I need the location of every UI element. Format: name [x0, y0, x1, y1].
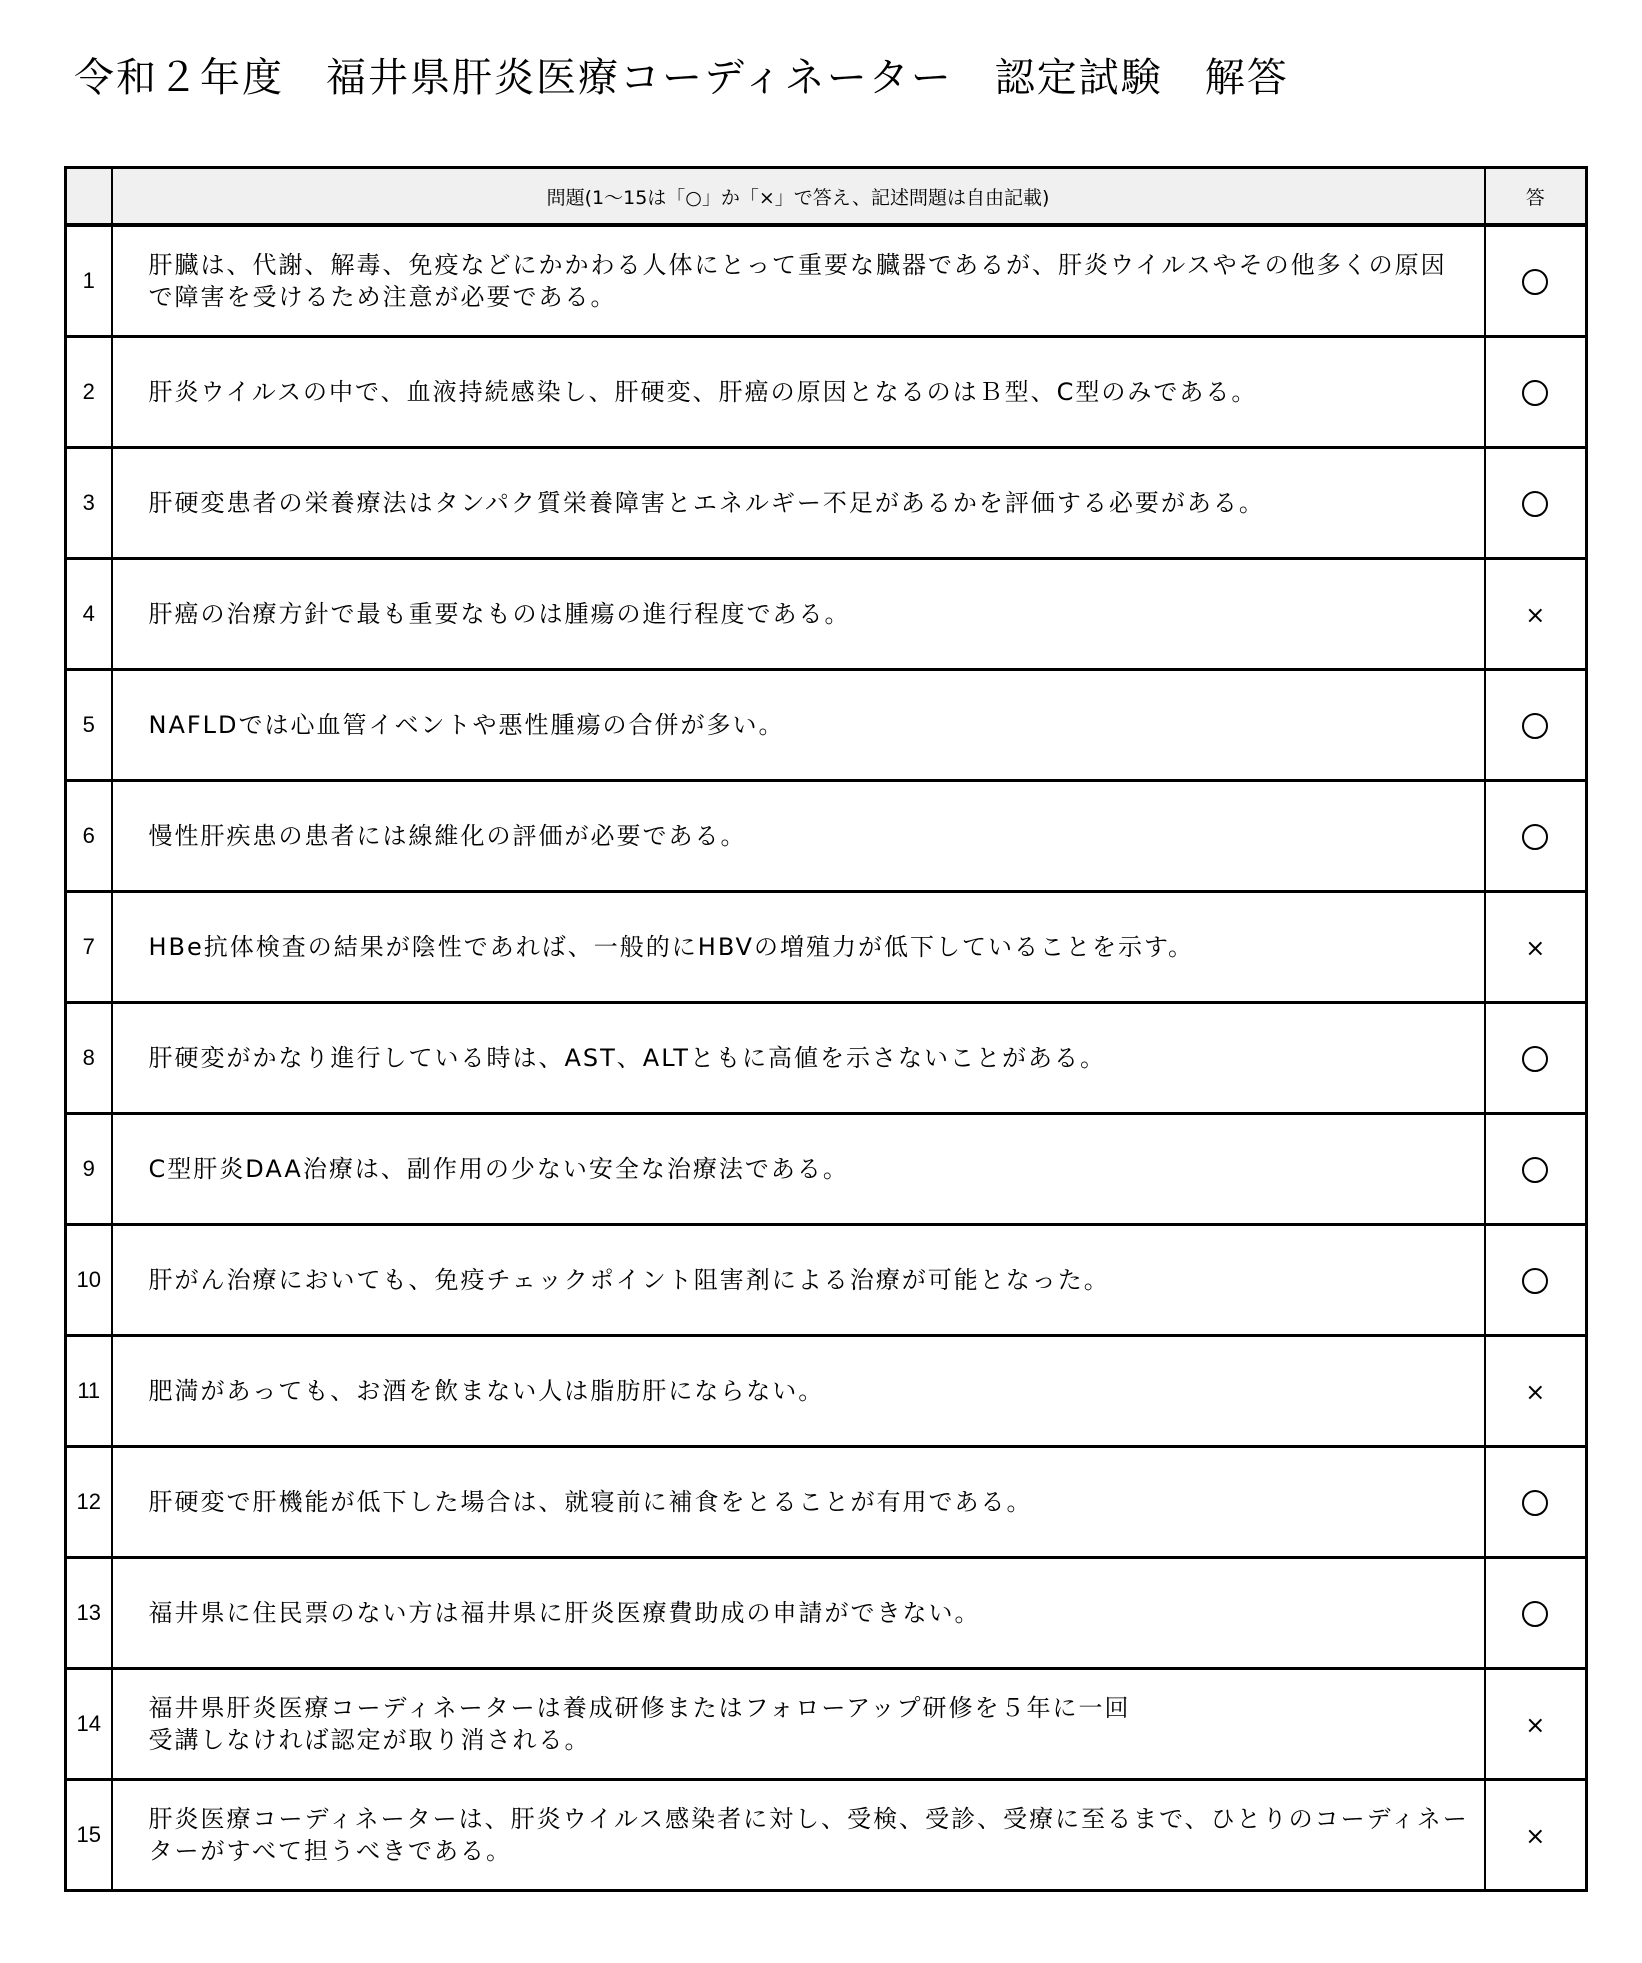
table-row — [66, 669, 1587, 780]
answer-cell — [1485, 1557, 1587, 1668]
table-row — [66, 891, 1587, 1002]
question-number: 1 — [66, 225, 112, 336]
answer-value — [1545, 1710, 1546, 1711]
header-answer: 答 — [1485, 168, 1587, 226]
circle-icon — [1522, 1268, 1548, 1294]
cross-icon: × — [1525, 933, 1546, 962]
answer-value — [1548, 711, 1549, 712]
question-text: 肝臓は、代謝、解毒、免疫などにかかわる人体にとって重要な臓器であるが、肝炎ウイルスやその他多くの原因で障害を受けるため注意が必要である。 — [112, 225, 1485, 336]
circle-icon — [1522, 1490, 1548, 1516]
question-number: 13 — [66, 1557, 112, 1668]
answer-value — [1548, 489, 1549, 490]
question-number: 10 — [66, 1224, 112, 1335]
question-text: 肝硬変で肝機能が低下した場合は、就寝前に補食をとることが有用である。 — [112, 1446, 1485, 1557]
question-text: NAFLDでは心血管イベントや悪性腫瘍の合併が多い。 — [112, 669, 1485, 780]
question-text: 肝炎ウイルスの中で、血液持続感染し、肝硬変、肝癌の原因となるのはＢ型、C型のみである。 — [112, 336, 1485, 447]
question-text: 慢性肝疾患の患者には線維化の評価が必要である。 — [112, 780, 1485, 891]
question-text: 福井県に住民票のない方は福井県に肝炎医療費助成の申請ができない。 — [112, 1557, 1485, 1668]
question-number: 3 — [66, 447, 112, 558]
circle-icon — [1522, 713, 1548, 739]
table-row — [66, 558, 1587, 669]
table-row — [66, 1668, 1587, 1779]
answer-cell — [1485, 1779, 1587, 1890]
table-header-row — [66, 168, 1587, 226]
answer-cell — [1485, 1113, 1587, 1224]
circle-icon — [1522, 1046, 1548, 1072]
answer-cell — [1485, 336, 1587, 447]
answer-value — [1545, 933, 1546, 934]
answer-cell — [1485, 1446, 1587, 1557]
answer-value — [1548, 1488, 1549, 1489]
table-row — [66, 1113, 1587, 1224]
circle-icon — [1522, 380, 1548, 406]
table-row — [66, 1224, 1587, 1335]
circle-icon — [1522, 1157, 1548, 1183]
answer-cell — [1485, 1335, 1587, 1446]
answer-value — [1548, 267, 1549, 268]
document-title: 令和２年度 福井県肝炎医療コーディネーター 認定試験 解答 — [74, 55, 1289, 101]
answer-value — [1548, 822, 1549, 823]
answer-value — [1548, 1599, 1549, 1600]
answer-cell — [1485, 225, 1587, 336]
circle-icon — [1522, 491, 1548, 517]
circle-icon — [1522, 1601, 1548, 1627]
answer-cell — [1485, 1224, 1587, 1335]
table-row — [66, 780, 1587, 891]
question-text: 福井県肝炎医療コーディネーターは養成研修またはフォローアップ研修を５年に一回 受講しなければ認定が取り消される。 — [112, 1668, 1485, 1779]
question-number: 15 — [66, 1779, 112, 1890]
answer-cell — [1485, 780, 1587, 891]
circle-icon — [1522, 824, 1548, 850]
answer-value — [1545, 1821, 1546, 1822]
question-number: 9 — [66, 1113, 112, 1224]
table-row — [66, 1335, 1587, 1446]
answer-cell — [1485, 669, 1587, 780]
answer-cell — [1485, 1002, 1587, 1113]
question-text: 肝がん治療においても、免疫チェックポイント阻害剤による治療が可能となった。 — [112, 1224, 1485, 1335]
answer-cell — [1485, 891, 1587, 1002]
answer-value — [1548, 378, 1549, 379]
answer-value — [1545, 1377, 1546, 1378]
question-text: 肝硬変がかなり進行している時は、AST、ALTともに高値を示さないことがある。 — [112, 1002, 1485, 1113]
question-text: C型肝炎DAA治療は、副作用の少ない安全な治療法である。 — [112, 1113, 1485, 1224]
header-question: 問題(1～15は「○」か「×」で答え、記述問題は自由記載) — [112, 168, 1485, 226]
answer-value — [1545, 600, 1546, 601]
table-row — [66, 1779, 1587, 1890]
question-text: 肝硬変患者の栄養療法はタンパク質栄養障害とエネルギー不足があるかを評価する必要がある。 — [112, 447, 1485, 558]
question-text: 肝癌の治療方針で最も重要なものは腫瘍の進行程度である。 — [112, 558, 1485, 669]
question-number: 8 — [66, 1002, 112, 1113]
table-row — [66, 1446, 1587, 1557]
answer-value — [1548, 1044, 1549, 1045]
question-text: 肥満があっても、お酒を飲まない人は脂肪肝にならない。 — [112, 1335, 1485, 1446]
question-number: 11 — [66, 1335, 112, 1446]
answer-cell — [1485, 447, 1587, 558]
table-row — [66, 1557, 1587, 1668]
table-row — [66, 336, 1587, 447]
table-row — [66, 225, 1587, 336]
question-number: 6 — [66, 780, 112, 891]
question-text: 肝炎医療コーディネーターは、肝炎ウイルス感染者に対し、受検、受診、受療に至るまで、ひとりのコーディネーターがすべて担うべきである。 — [112, 1779, 1485, 1890]
table-row — [66, 1002, 1587, 1113]
question-number: 14 — [66, 1668, 112, 1779]
question-number: 12 — [66, 1446, 112, 1557]
answer-cell — [1485, 558, 1587, 669]
circle-icon — [1522, 269, 1548, 295]
question-number: 4 — [66, 558, 112, 669]
question-number: 7 — [66, 891, 112, 1002]
answer-value — [1548, 1266, 1549, 1267]
question-number: 2 — [66, 336, 112, 447]
answer-value — [1548, 1155, 1549, 1156]
question-text: HBe抗体検査の結果が陰性であれば、一般的にHBVの増殖力が低下していることを示す。 — [112, 891, 1485, 1002]
question-number: 5 — [66, 669, 112, 780]
cross-icon: × — [1525, 600, 1546, 629]
cross-icon: × — [1525, 1821, 1546, 1850]
cross-icon: × — [1525, 1377, 1546, 1406]
header-number — [66, 168, 112, 226]
cross-icon: × — [1525, 1710, 1546, 1739]
answer-table — [64, 166, 1588, 1892]
table-row — [66, 447, 1587, 558]
answer-cell — [1485, 1668, 1587, 1779]
